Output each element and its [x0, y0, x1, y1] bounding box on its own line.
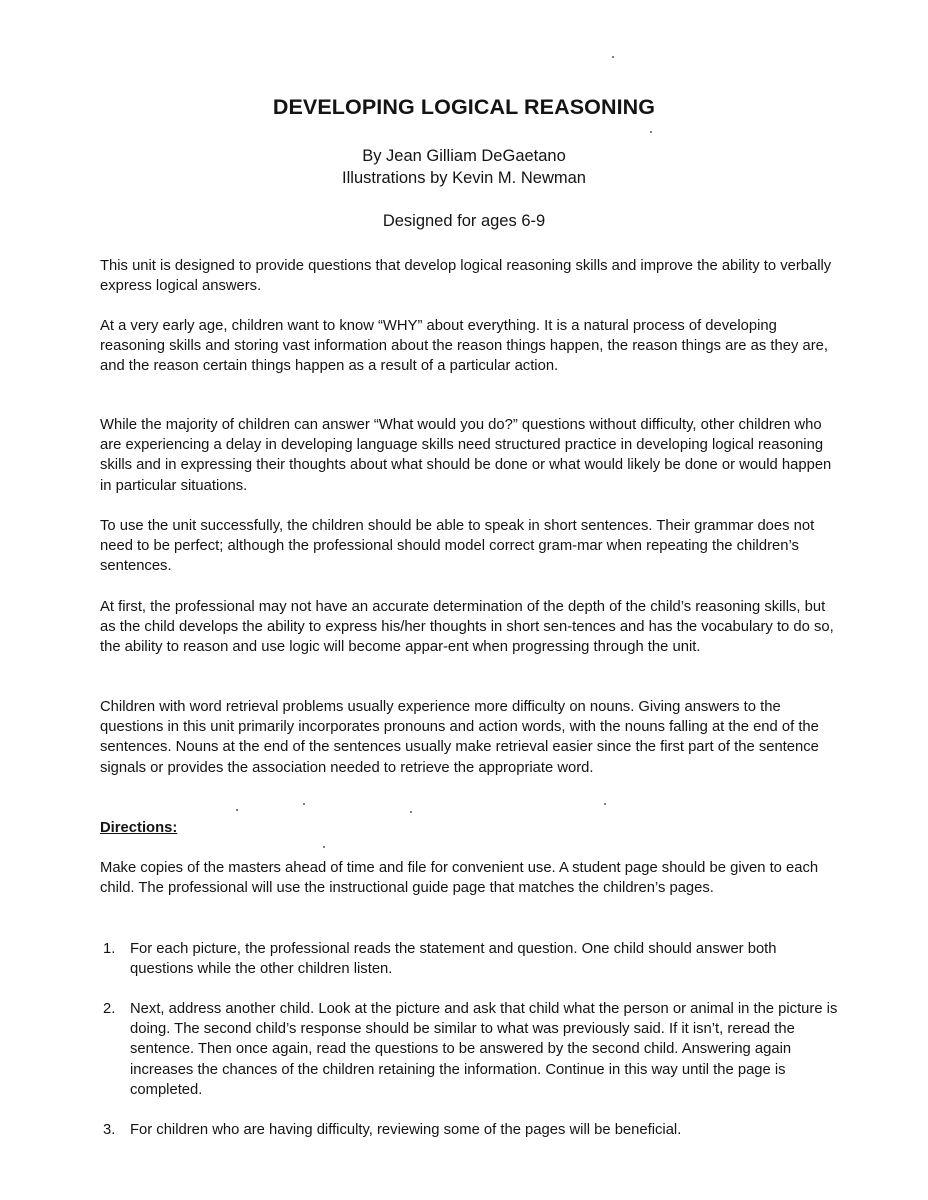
directions-step	[103, 999, 843, 1101]
scan-speck	[410, 811, 412, 813]
usage-paragraph: To use the unit successfully, the children should be able to speak in short sentences. Their grammar does not need to be perfect; although the professional should model correct gram-mar when repeating the children’s sentences.	[100, 518, 815, 575]
author-line: By Jean Gilliam DeGaetano	[362, 147, 566, 165]
progress-paragraph: At first, the professional may not have an accurate determination of the depth of the child’s reasoning skills, but as the child develops the ability to express his/her thoughts in short sen-tences and has the vocabulary to do so, the ability to reason and use logic will become appar-ent when progressing through the unit.	[100, 599, 834, 656]
scan-speck	[236, 809, 238, 811]
illustrator-line: Illustrations by Kevin M. Newman	[342, 169, 586, 187]
step-text: Next, address another child. Look at the picture and ask that child what the person or animal in the picture is doing. The second child’s response should be similar to what was previously said. If it isn’t, reread the sentence. Then once again, read the questions to be answered by the second child. Answering again increases the chances of the children retaining the information. Continue in this way until the page is completed.	[130, 1001, 838, 1098]
scan-speck	[303, 803, 305, 805]
step-number: 2.	[103, 1001, 116, 1017]
why-paragraph: At a very early age, children want to know “WHY” about everything. It is a natural process of developing reasoning skills and storing vast information about the reason things happen, the reason things are as they are, and the reason certain things happen as a result of a particular action.	[100, 318, 828, 375]
language-delay-paragraph: While the majority of children can answer “What would you do?” questions without difficulty, other children who are experiencing a delay in developing language skills need structured practice in developing logical reasoning skills and in expressing their thoughts about what should be done or what would likely be done or would happen in particular situations.	[100, 417, 832, 494]
scan-speck	[323, 846, 325, 848]
age-range-line: Designed for ages 6-9	[382, 212, 546, 230]
word-retrieval-paragraph: Children with word retrieval problems usually experience more difficulty on nouns. Giving answers to the questions in this unit primarily incorporates pronouns and action words, with the nouns falling at the end of the sentences. Nouns at the end of the sentences usually make retrieval easier since the first part of the sentence signals or provides the association needed to retrieve the appropriate word.	[100, 699, 819, 776]
scan-speck	[604, 803, 606, 805]
step-text: For children who are having difficulty, reviewing some of the pages will be beneficial.	[130, 1122, 682, 1138]
directions-heading: Directions:	[100, 820, 178, 836]
scan-speck	[612, 56, 614, 58]
step-text: For each picture, the professional reads the statement and question. One child should answer both questions while the other children listen.	[130, 941, 777, 978]
directions-step	[103, 939, 843, 980]
directions-step	[103, 1120, 843, 1141]
step-number: 1.	[103, 941, 116, 957]
intro-paragraph: This unit is designed to provide questions that develop logical reasoning skills and improve the ability to verbally express logical answers.	[100, 258, 832, 295]
step-number: 3.	[103, 1122, 116, 1138]
directions-intro-paragraph: Make copies of the masters ahead of time and file for convenient use. A student page should be given to each child. The professional will use the instructional guide page that matches the children’s pages.	[100, 860, 819, 897]
scan-speck	[650, 131, 652, 133]
page-title: DEVELOPING LOGICAL REASONING	[272, 95, 656, 119]
